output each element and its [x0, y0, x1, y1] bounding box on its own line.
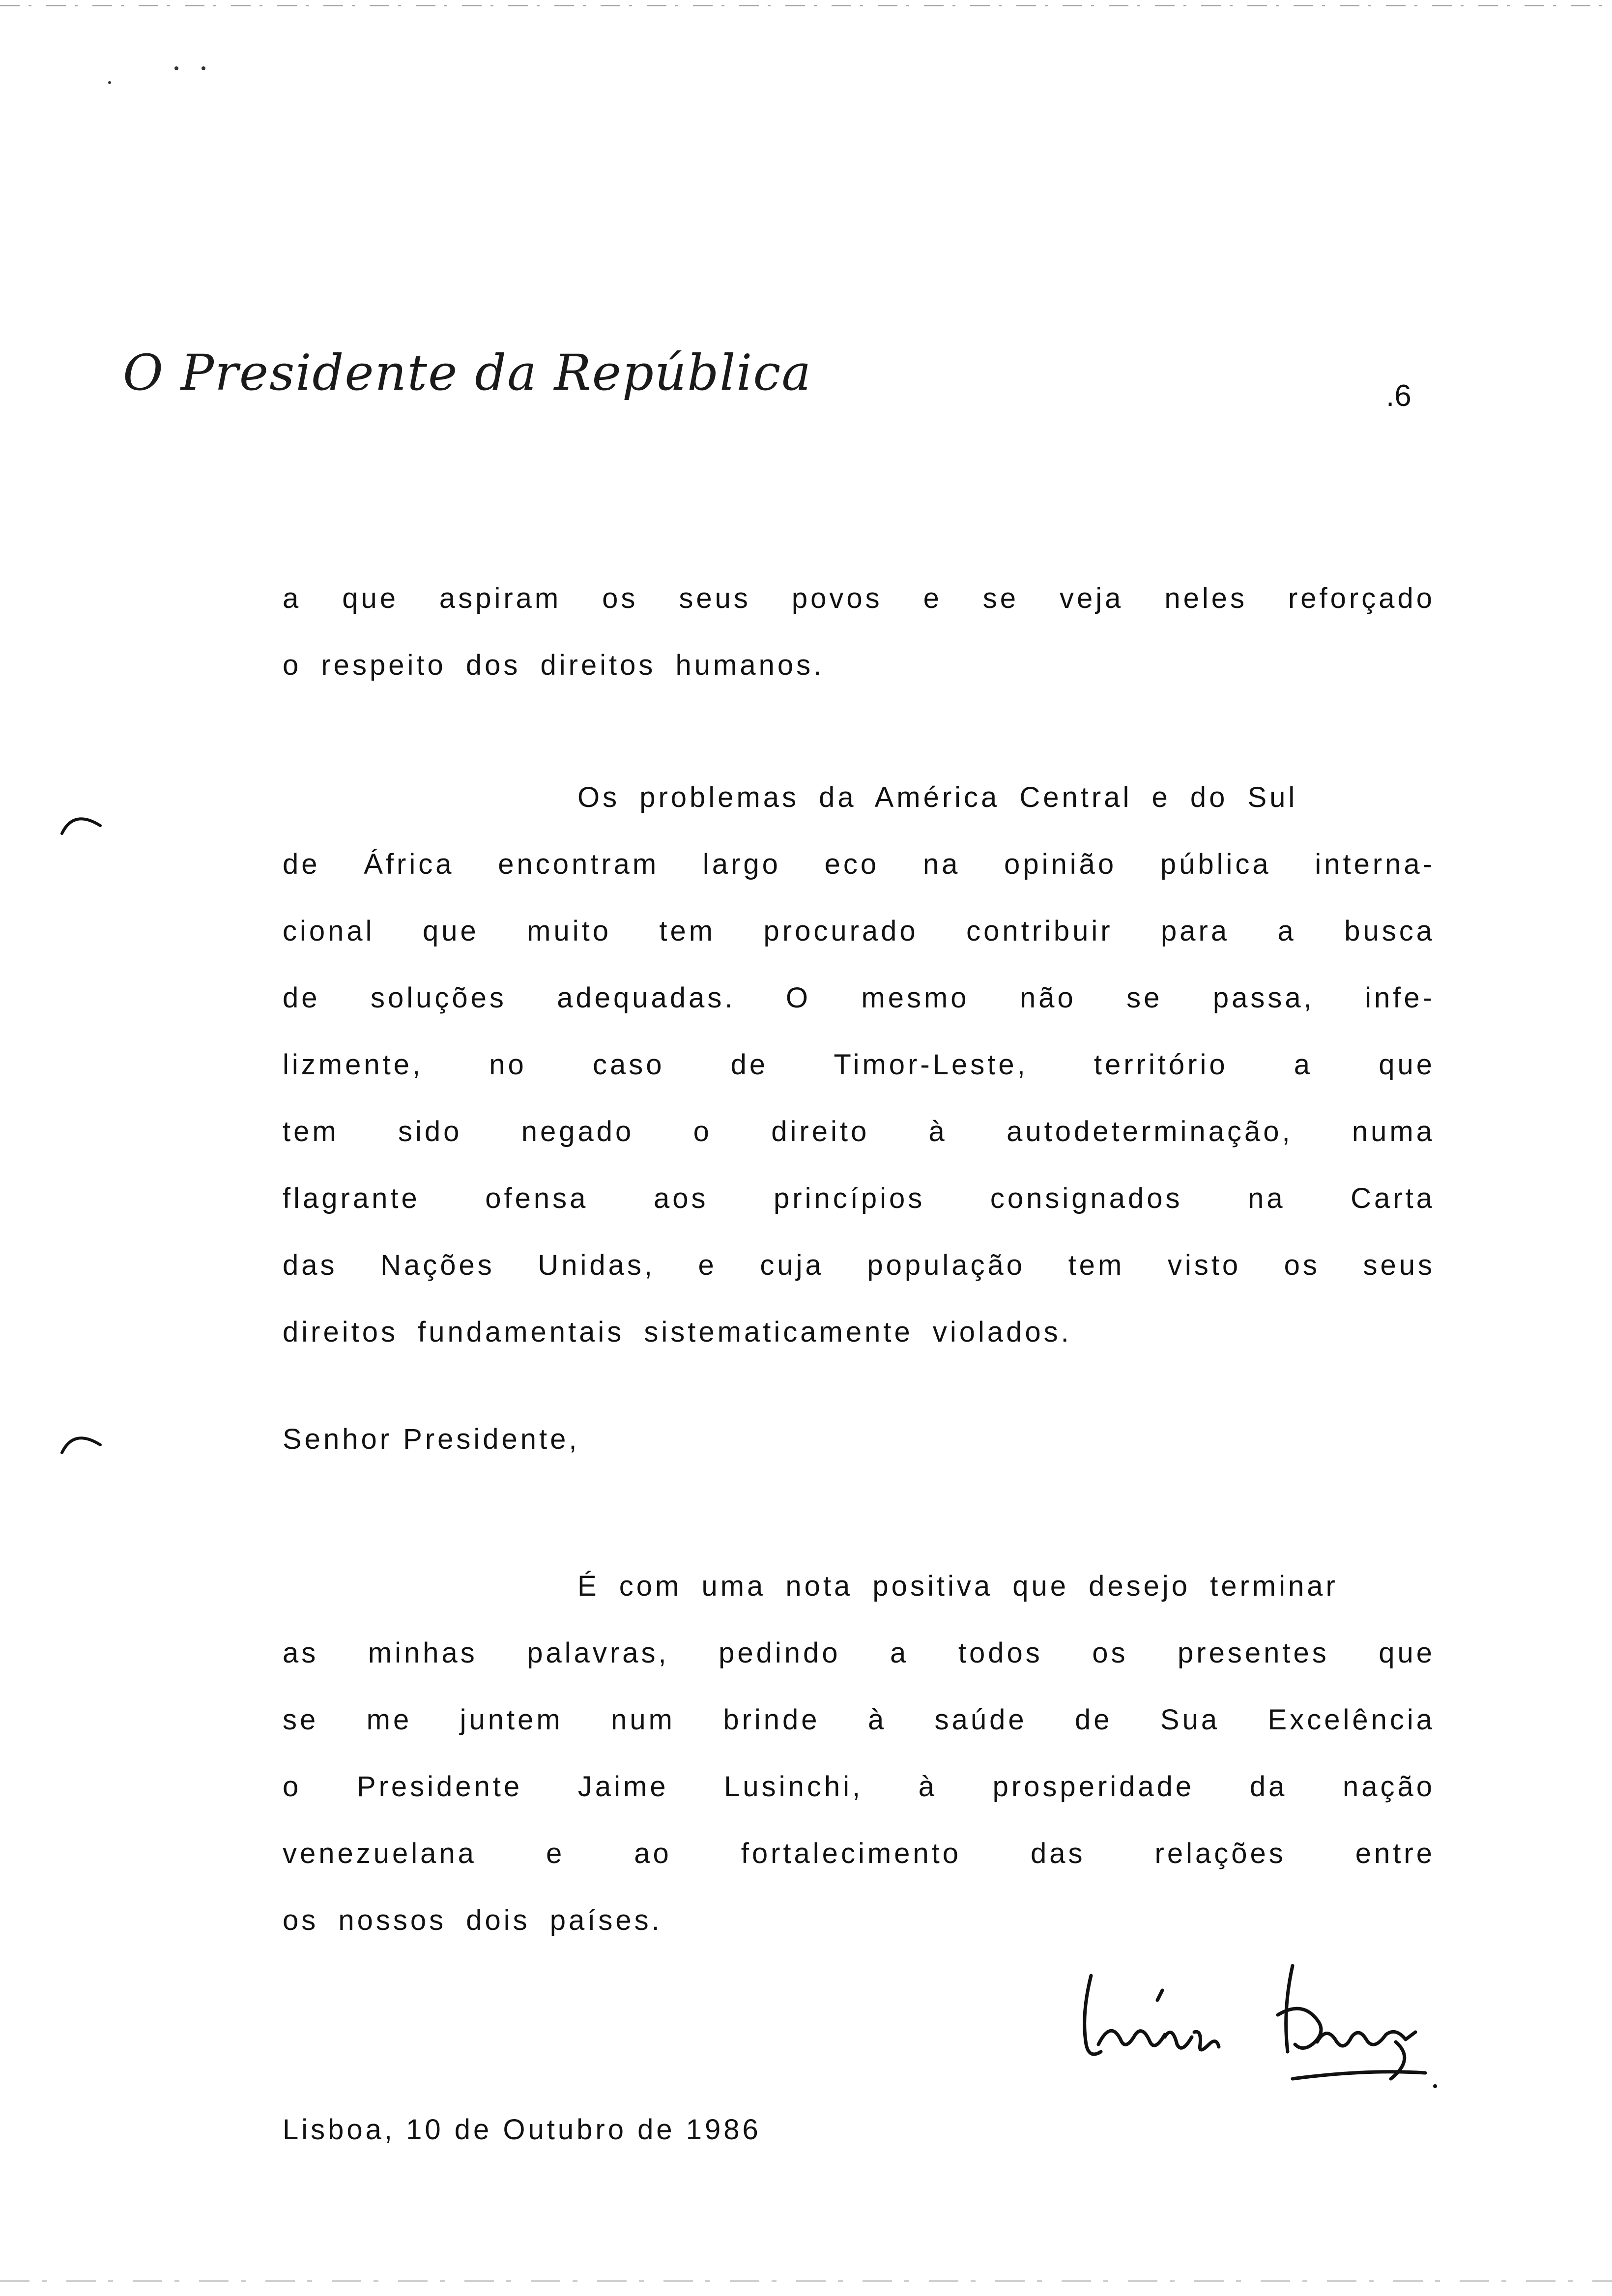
handwritten-signature — [1071, 1946, 1455, 2094]
scan-edge-bottom — [0, 2280, 1612, 2282]
letterhead: O Presidente da República — [123, 344, 812, 402]
text-line: as minhas palavras, pedindo a todos os presentes que — [283, 1637, 1435, 1669]
scan-edge-top — [0, 5, 1612, 6]
text-line: tem sido negado o direito à autodeterminação, numa — [283, 1116, 1435, 1148]
text-line: cional que muito tem procurado contribuir para a busca — [283, 915, 1435, 947]
text-line: venezuelana e ao fortalecimento das relações entre — [283, 1837, 1435, 1869]
paragraph-central-america-timor — [283, 764, 1435, 1366]
punch-hole-mark — [59, 806, 103, 835]
text-line: É com uma nota positiva que desejo terminar — [577, 1570, 1338, 1602]
text-line: o Presidente Jaime Lusinchi, à prosperidade da nação — [283, 1771, 1435, 1803]
text-line: se me juntem num brinde à saúde de Sua Excelência — [283, 1704, 1435, 1736]
text-line: Os problemas da América Central e do Sul — [577, 781, 1298, 813]
text-line: lizmente, no caso de Timor-Leste, território a que — [283, 1049, 1435, 1081]
text-line: de África encontram largo eco na opinião pública interna- — [283, 848, 1435, 880]
text-line: flagrante ofensa aos princípios consignados na Carta — [283, 1182, 1435, 1214]
text-line: direitos fundamentais sistematicamente violados. — [283, 1316, 1072, 1348]
paragraph-closing-toast — [283, 1553, 1435, 1954]
text-line: os nossos dois países. — [283, 1904, 662, 1936]
scan-speck — [202, 66, 205, 70]
salutation: Senhor Presidente, — [283, 1423, 580, 1455]
text-line: a que aspiram os seus povos e se veja neles reforçado — [283, 582, 1435, 614]
punch-hole-mark — [59, 1425, 103, 1455]
place-date: Lisboa, 10 de Outubro de 1986 — [283, 2114, 761, 2146]
text-line: de soluções adequadas. O mesmo não se passa, infe- — [283, 982, 1435, 1014]
page-number: .6 — [1386, 379, 1411, 413]
text-line: o respeito dos direitos humanos. — [283, 649, 825, 681]
scan-speck — [108, 81, 111, 84]
text-line: das Nações Unidas, e cuja população tem visto os seus — [283, 1249, 1435, 1281]
scan-speck — [174, 66, 178, 70]
paragraph-continuation — [283, 565, 1435, 699]
